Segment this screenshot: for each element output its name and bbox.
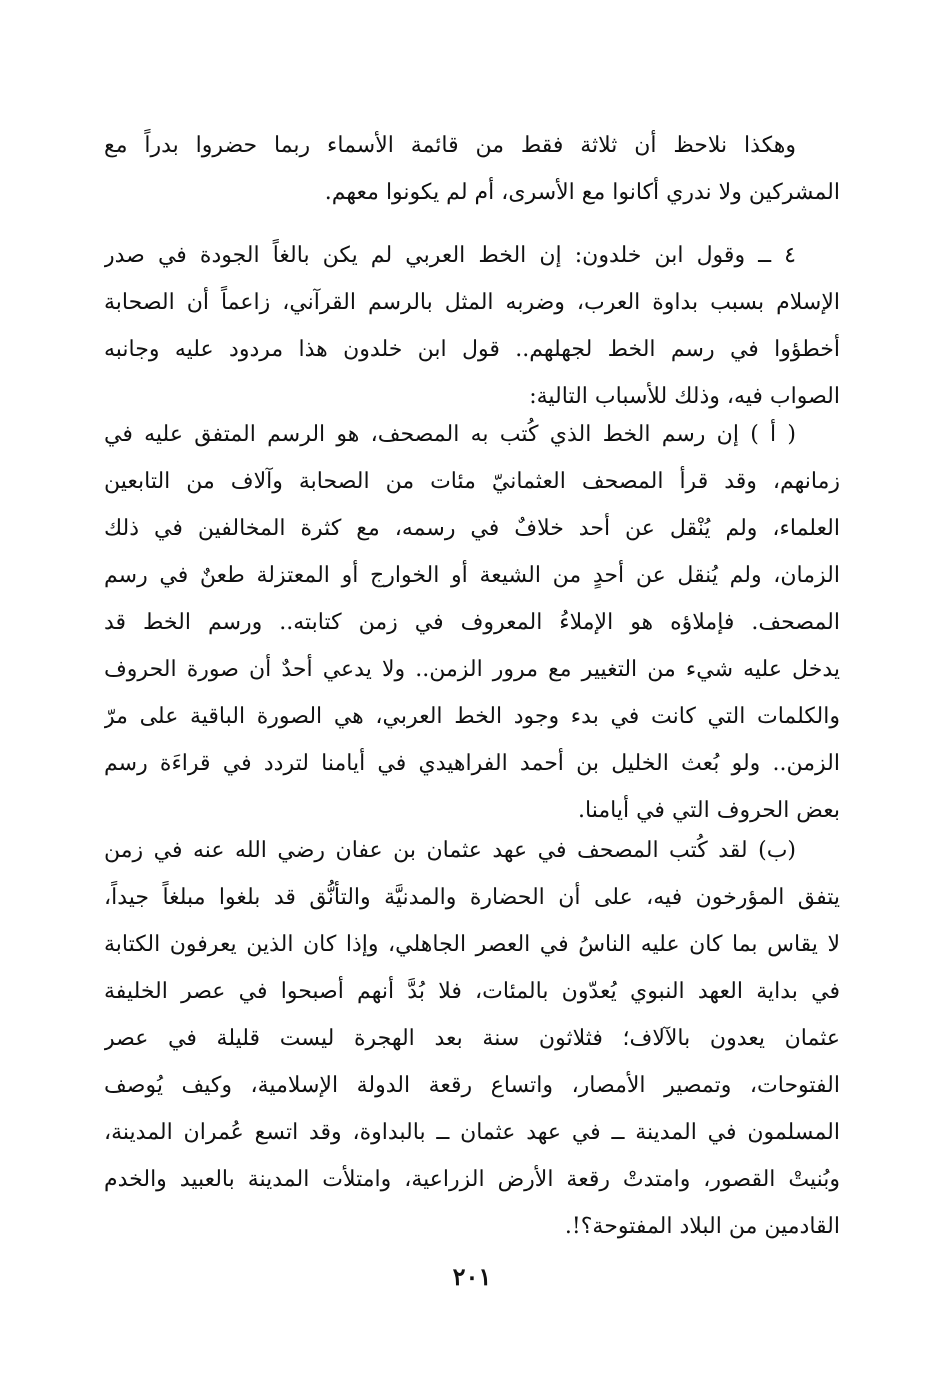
page-number: ٢٠١ (452, 1262, 492, 1291)
paragraph-reason-a (104, 411, 840, 834)
paragraph-reason-b (104, 827, 840, 1250)
paragraph-point-4 (104, 232, 840, 420)
text-line: أخطؤوا في رسم الخط لجهلهم.. قول ابن خلدون هذا مردود عليه وجانبه (104, 337, 840, 362)
text-line: عثمان يعدون بالآلاف؛ فثلاثون سنة بعد الهجرة ليست قليلة في عصر (104, 1026, 840, 1051)
text-line: في بداية العهد النبوي يُعدّون بالمئات، فلا بُدَّ أنهم أصبحوا في عصر الخليفة (104, 979, 840, 1004)
text-line: يتفق المؤرخون فيه، على أن الحضارة والمدنيَّة والتأنُّق قد بلغوا مبلغاً جيداً، (104, 885, 840, 910)
text-line: الفتوحات، وتمصير الأمصار، واتساع رقعة الدولة الإسلامية، وكيف يُوصف (104, 1073, 840, 1098)
text-line: ٤ ــ وقول ابن خلدون: إن الخط العربي لم يكن بالغاً الجودة في صدر (104, 243, 796, 268)
text-line: الإسلام بسبب بداوة العرب، وضربه المثل بالرسم القرآني، زاعماً أن الصحابة (104, 290, 840, 315)
paragraph-intro (104, 122, 840, 216)
text-line: الزمن.. ولو بُعث الخليل بن أحمد الفراهيدي في أيامنا لتردد في قراءَة رسم (104, 751, 840, 776)
text-line: المصحف. فإملاؤه هو الإملاءُ المعروف في زمن كتابته.. ورسم الخط قد (104, 610, 840, 635)
text-line: (ب) لقد كُتب المصحف في عهد عثمان بن عفان رضي الله عنه في زمن (104, 838, 796, 863)
text-line: الصواب فيه، وذلك للأسباب التالية: (529, 384, 840, 409)
text-line: المشركين ولا ندري أكانوا مع الأسرى، أم لم يكونوا معهم. (324, 180, 840, 205)
text-line: المسلمون في المدينة ــ في عهد عثمان ــ بالبداوة، وقد اتسع عُمران المدينة، (104, 1120, 840, 1145)
text-line: زمانهم، وقد قرأ المصحف العثمانيّ مئات من الصحابة وآلاف من التابعين (104, 469, 840, 494)
text-line: وبُنيتْ القصور، وامتدتْ رقعة الأرض الزراعية، وامتلأت المدينة بالعبيد والخدم (104, 1167, 840, 1192)
text-line: القادمين من البلاد المفتوحة؟!. (564, 1214, 840, 1239)
text-line: لا يقاس بما كان عليه الناسُ في العصر الجاهلي، وإذا كان الذين يعرفون الكتابة (104, 932, 840, 957)
text-line: وهكذا نلاحظ أن ثلاثة فقط من قائمة الأسماء ربما حضروا بدراً مع (104, 133, 796, 158)
text-line: والكلمات التي كانت في بدء وجود الخط العربي، هي الصورة الباقية على مرّ (104, 704, 840, 729)
text-line: الزمان، ولم يُنقل عن أحدٍ من الشيعة أو الخوارج أو المعتزلة طعنٌ في رسم (104, 563, 840, 588)
text-line: بعض الحروف التي في أيامنا. (578, 798, 840, 823)
text-line: العلماء، ولم يُنْقل عن أحد خلافٌ في رسمه، مع كثرة المخالفين في ذلك (104, 516, 840, 541)
text-line: يدخل عليه شيء من التغيير مع مرور الزمن.. ولا يدعي أحدٌ أن صورة الحروف (104, 657, 840, 682)
text-line: ( أ ) إن رسم الخط الذي كُتب به المصحف، هو الرسم المتفق عليه في (104, 422, 796, 447)
